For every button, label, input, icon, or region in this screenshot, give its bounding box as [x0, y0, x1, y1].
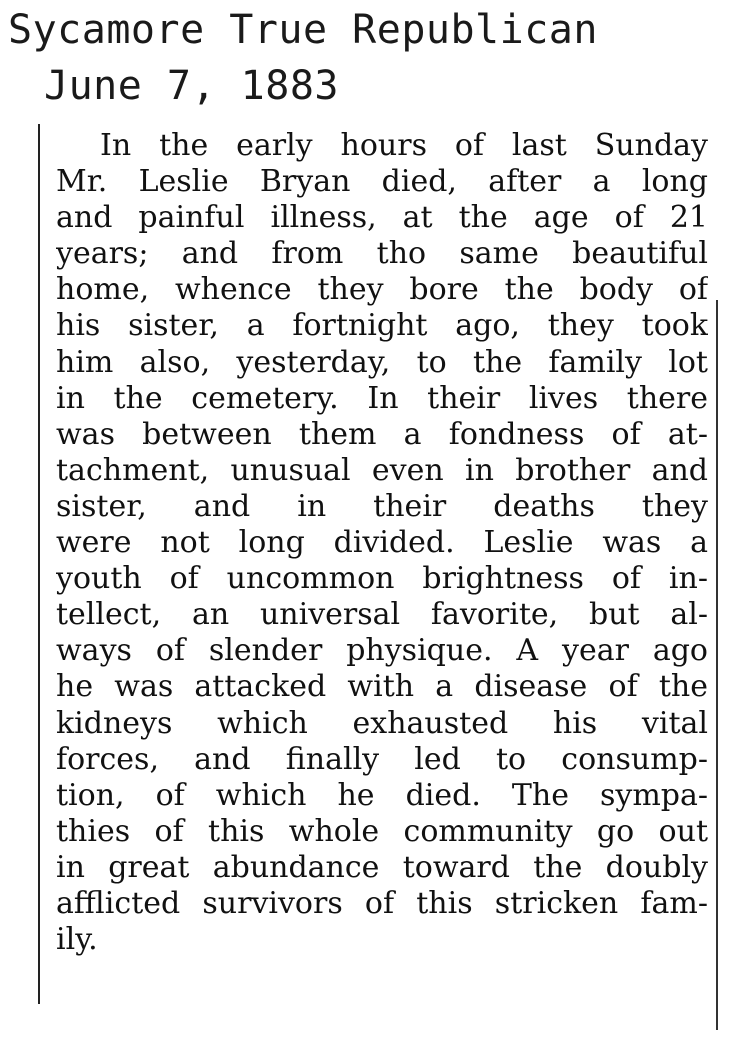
article-line: kidneys which exhausted his vital: [56, 705, 708, 741]
column-rule-left: [38, 124, 40, 1004]
obituary-article: [56, 128, 708, 958]
article-line: him also, yesterday, to the family lot: [56, 344, 708, 380]
article-line: ways of slender physique. A year ago: [56, 633, 708, 669]
article-line: tion, of which he died. The sympa-: [56, 777, 708, 813]
article-line: home, whence they bore the body of: [56, 272, 708, 308]
article-line: ily.: [56, 922, 98, 958]
article-line: in great abundance toward the doubly: [56, 849, 708, 885]
article-line: afflicted survivors of this stricken fam-: [56, 885, 708, 921]
publication-date: June 7, 1883: [44, 63, 339, 109]
article-line: sister, and in their deaths they: [56, 488, 708, 524]
column-rule-right: [716, 300, 718, 1030]
article-line: thies of this whole community go out: [56, 813, 708, 849]
article-line: youth of uncommon brightness of in-: [56, 561, 708, 597]
article-line: and painful illness, at the age of 21: [56, 200, 708, 236]
article-line: tachment, unusual even in brother and: [56, 452, 708, 488]
article-line: his sister, a fortnight ago, they took: [56, 308, 708, 344]
article-line: years; and from tho same beautiful: [56, 236, 708, 272]
article-line: tellect, an universal favorite, but al-: [56, 597, 708, 633]
publication-title: Sycamore True Republican: [8, 7, 598, 53]
article-line: Mr. Leslie Bryan died, after a long: [56, 164, 708, 200]
article-line: In the early hours of last Sunday: [100, 128, 708, 163]
article-line: were not long divided. Leslie was a: [56, 525, 708, 561]
article-line: in the cemetery. In their lives there: [56, 380, 708, 416]
article-line: he was attacked with a disease of the: [56, 669, 708, 705]
article-line: forces, and finally led to consump-: [56, 741, 708, 777]
article-line: was between them a fondness of at-: [56, 416, 708, 452]
